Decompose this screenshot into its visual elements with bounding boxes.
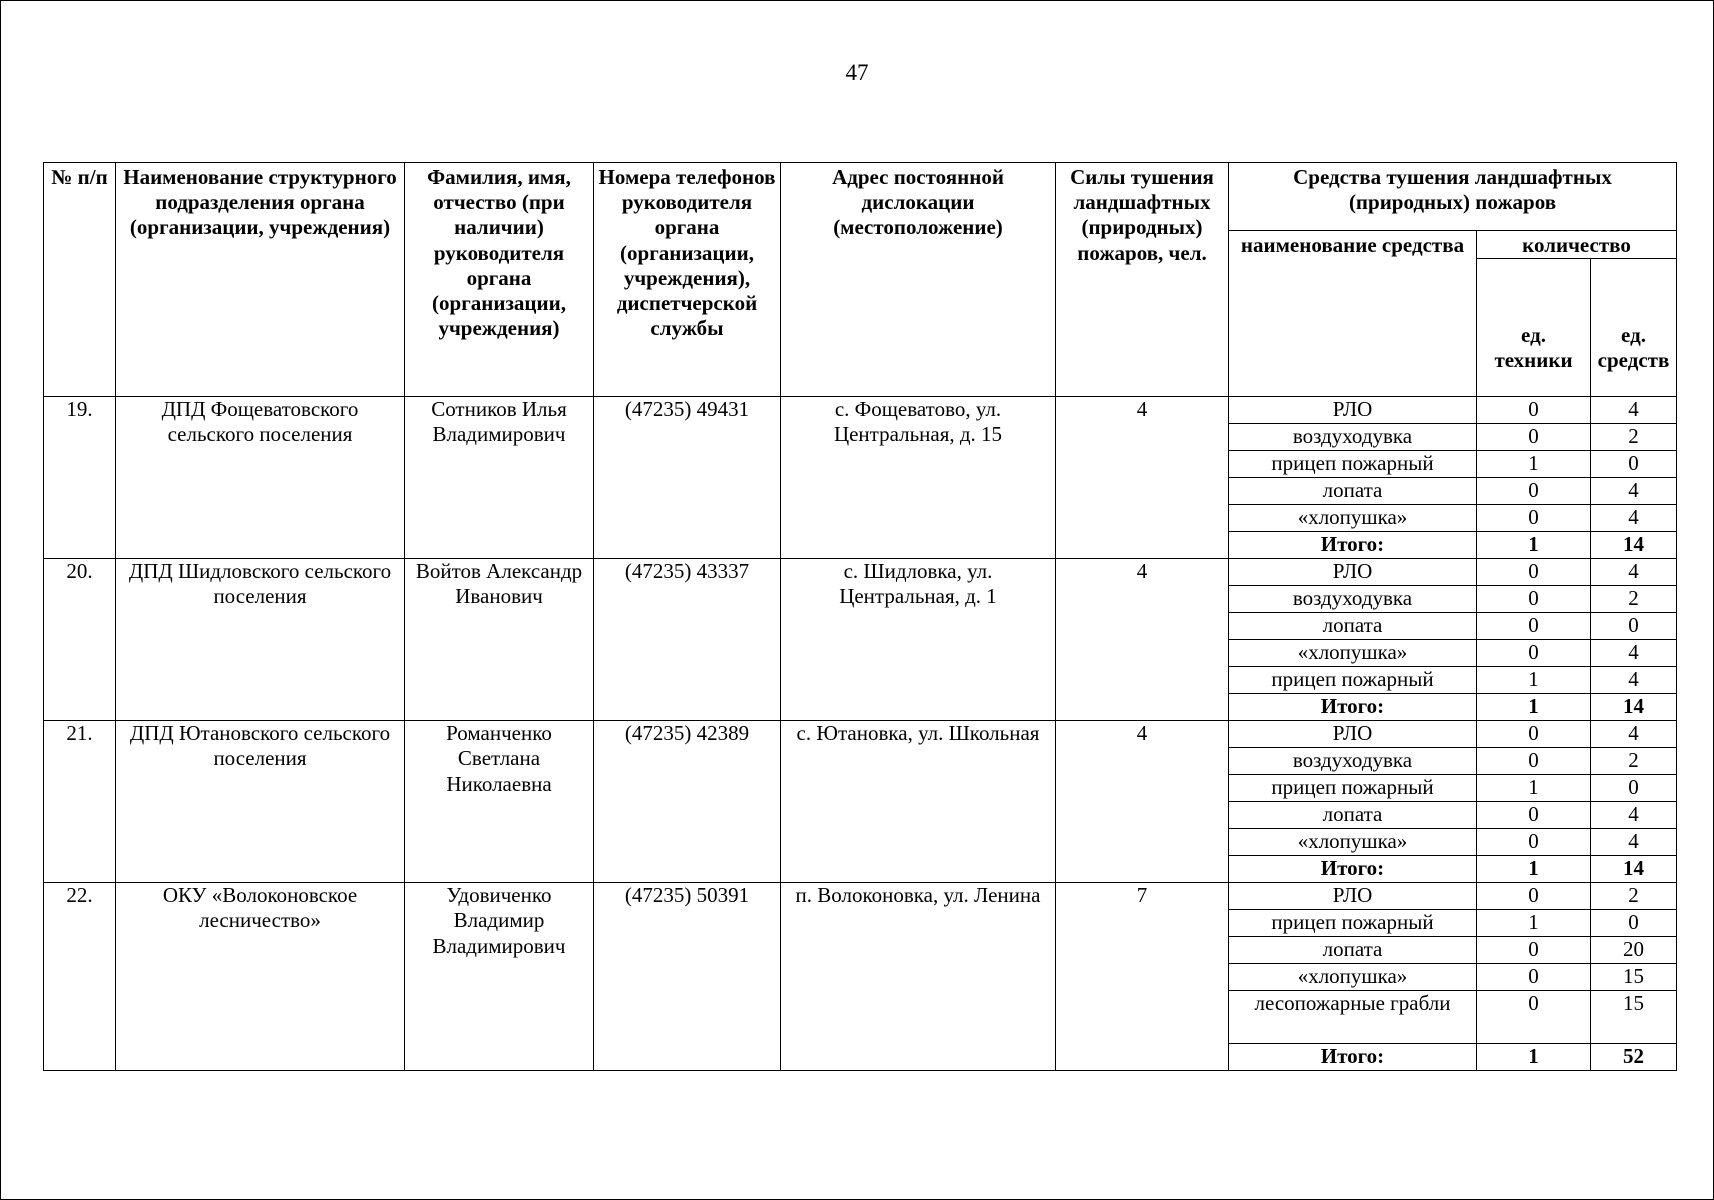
means-tech: 0	[1477, 397, 1591, 424]
means-name: «хлопушка»	[1229, 640, 1477, 667]
row-head: Романченко Светлана Николаевна	[405, 721, 594, 883]
row-unit: ДПД Шидловского сельского поселения	[116, 559, 405, 721]
means-name: РЛО	[1229, 883, 1477, 910]
means-name: прицеп пожарный	[1229, 451, 1477, 478]
means-name: лесопожарные грабли	[1229, 991, 1477, 1044]
means-name: прицеп пожарный	[1229, 910, 1477, 937]
row-phone: (47235) 49431	[594, 397, 781, 559]
row-head: Удовиченко Владимир Владимирович	[405, 883, 594, 1071]
means-units: 15	[1591, 964, 1677, 991]
table-row	[44, 721, 1677, 748]
total-label: Итого:	[1229, 694, 1477, 721]
header-means-group: Средства тушения ландшафтных (природных) пожаров	[1229, 163, 1677, 231]
means-name: прицеп пожарный	[1229, 775, 1477, 802]
means-units: 15	[1591, 991, 1677, 1044]
means-units: 4	[1591, 829, 1677, 856]
page-number: 47	[845, 60, 869, 85]
header-address: Адрес постоянной дислокации (местоположение)	[781, 163, 1056, 397]
row-address: с. Шидловка, ул. Центральная, д. 1	[781, 559, 1056, 721]
means-tech: 0	[1477, 937, 1591, 964]
row-head: Сотников Илья Владимирович	[405, 397, 594, 559]
row-forces: 4	[1056, 559, 1229, 721]
means-tech: 0	[1477, 505, 1591, 532]
means-units: 2	[1591, 883, 1677, 910]
means-name: «хлопушка»	[1229, 829, 1477, 856]
means-name: воздуходувка	[1229, 586, 1477, 613]
means-units: 0	[1591, 910, 1677, 937]
row-phone: (47235) 43337	[594, 559, 781, 721]
header-means-name: наименование средства	[1229, 231, 1477, 397]
means-units: 4	[1591, 721, 1677, 748]
row-address: с. Ютановка, ул. Школьная	[781, 721, 1056, 883]
total-tech: 1	[1477, 694, 1591, 721]
header-quantity: количество	[1477, 231, 1677, 259]
total-units: 14	[1591, 532, 1677, 559]
means-tech: 0	[1477, 964, 1591, 991]
row-forces: 4	[1056, 721, 1229, 883]
means-tech: 0	[1477, 802, 1591, 829]
means-tech: 0	[1477, 748, 1591, 775]
means-tech: 0	[1477, 829, 1591, 856]
row-num: 20.	[44, 559, 116, 721]
table-row	[44, 397, 1677, 424]
means-name: РЛО	[1229, 721, 1477, 748]
means-tech: 0	[1477, 613, 1591, 640]
means-tech: 0	[1477, 883, 1591, 910]
row-forces: 7	[1056, 883, 1229, 1071]
row-head: Войтов Александр Иванович	[405, 559, 594, 721]
total-units: 14	[1591, 694, 1677, 721]
means-name: лопата	[1229, 613, 1477, 640]
header-unit-name: Наименование структурного подразделения органа (организации, учреждения)	[116, 163, 405, 397]
means-units: 2	[1591, 424, 1677, 451]
table-header	[44, 163, 1677, 397]
means-units: 4	[1591, 397, 1677, 424]
header-num: № п/п	[44, 163, 116, 397]
means-name: РЛО	[1229, 397, 1477, 424]
means-tech: 1	[1477, 775, 1591, 802]
row-unit: ОКУ «Волоконовское лесничество»	[116, 883, 405, 1071]
means-name: лопата	[1229, 802, 1477, 829]
header-qty-tech: ед. техники	[1477, 259, 1591, 397]
total-tech: 1	[1477, 1044, 1591, 1071]
means-units: 20	[1591, 937, 1677, 964]
means-units: 2	[1591, 586, 1677, 613]
means-units: 0	[1591, 775, 1677, 802]
total-units: 14	[1591, 856, 1677, 883]
means-name: воздуходувка	[1229, 748, 1477, 775]
means-tech: 1	[1477, 667, 1591, 694]
means-units: 0	[1591, 451, 1677, 478]
means-name: РЛО	[1229, 559, 1477, 586]
row-forces: 4	[1056, 397, 1229, 559]
means-units: 4	[1591, 559, 1677, 586]
means-units: 4	[1591, 505, 1677, 532]
row-address: с. Фощеватово, ул. Центральная, д. 15	[781, 397, 1056, 559]
means-tech: 0	[1477, 424, 1591, 451]
means-tech: 0	[1477, 640, 1591, 667]
means-tech: 0	[1477, 586, 1591, 613]
total-label: Итого:	[1229, 1044, 1477, 1071]
row-address: п. Волоконовка, ул. Ленина	[781, 883, 1056, 1071]
row-unit: ДПД Ютановского сельского поселения	[116, 721, 405, 883]
total-label: Итого:	[1229, 856, 1477, 883]
row-phone: (47235) 50391	[594, 883, 781, 1071]
means-units: 4	[1591, 640, 1677, 667]
means-units: 0	[1591, 613, 1677, 640]
table-body	[44, 397, 1677, 1071]
means-name: воздуходувка	[1229, 424, 1477, 451]
means-units: 2	[1591, 748, 1677, 775]
means-name: «хлопушка»	[1229, 964, 1477, 991]
table-row	[44, 559, 1677, 586]
header-phones: Номера телефонов руководителя органа (организации, учреждения), диспетчерской службы	[594, 163, 781, 397]
row-num: 19.	[44, 397, 116, 559]
row-phone: (47235) 42389	[594, 721, 781, 883]
total-tech: 1	[1477, 532, 1591, 559]
means-name: лопата	[1229, 478, 1477, 505]
total-units: 52	[1591, 1044, 1677, 1071]
means-name: прицеп пожарный	[1229, 667, 1477, 694]
means-tech: 0	[1477, 559, 1591, 586]
total-label: Итого:	[1229, 532, 1477, 559]
means-units: 4	[1591, 802, 1677, 829]
means-tech: 1	[1477, 451, 1591, 478]
header-forces: Силы тушения ландшафтных (природных) пожаров, чел.	[1056, 163, 1229, 397]
header-qty-means: ед. средств	[1591, 259, 1677, 397]
row-num: 21.	[44, 721, 116, 883]
means-tech: 0	[1477, 478, 1591, 505]
means-name: «хлопушка»	[1229, 505, 1477, 532]
table-row	[44, 883, 1677, 910]
means-units: 4	[1591, 478, 1677, 505]
means-tech: 1	[1477, 910, 1591, 937]
row-unit: ДПД Фощеватовского сельского поселения	[116, 397, 405, 559]
total-tech: 1	[1477, 856, 1591, 883]
means-name: лопата	[1229, 937, 1477, 964]
fire-means-table	[43, 162, 1677, 1071]
header-head-name: Фамилия, имя, отчество (при наличии) руководителя органа (организации, учреждения)	[405, 163, 594, 397]
means-tech: 0	[1477, 991, 1591, 1044]
means-units: 4	[1591, 667, 1677, 694]
means-tech: 0	[1477, 721, 1591, 748]
row-num: 22.	[44, 883, 116, 1071]
